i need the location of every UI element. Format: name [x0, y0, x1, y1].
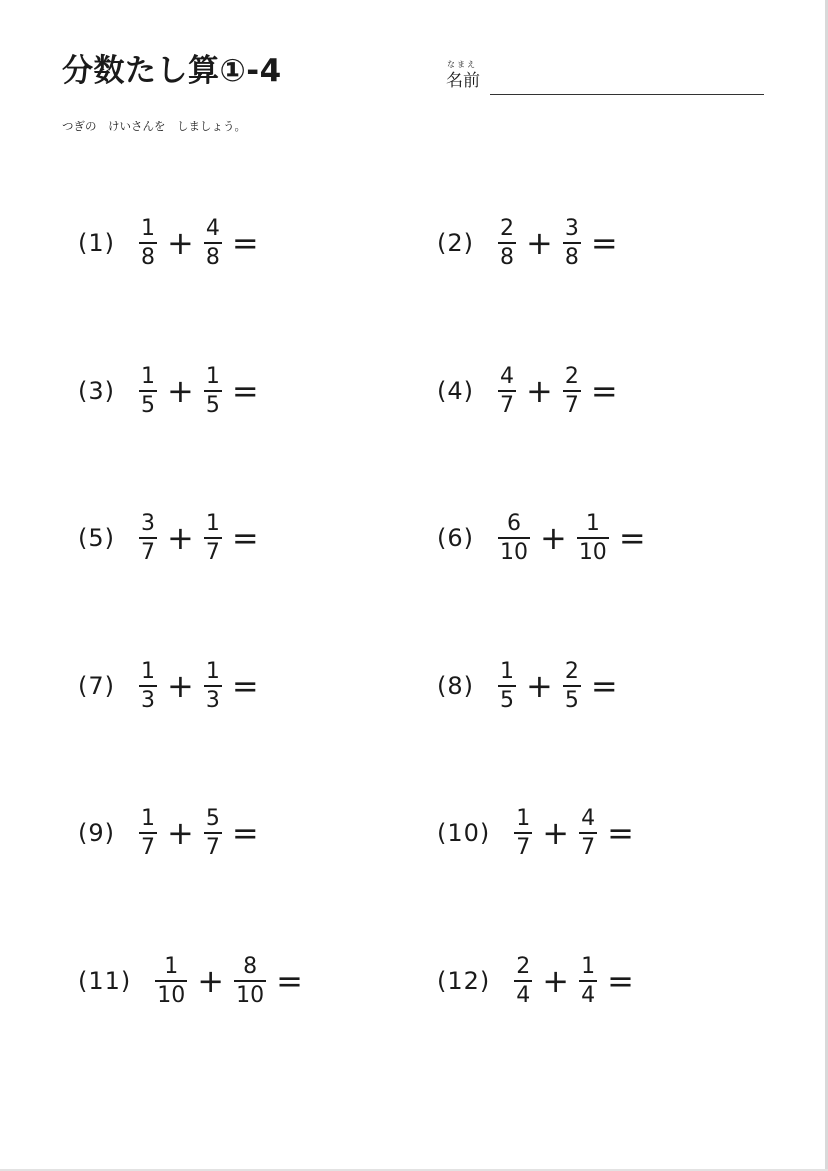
fraction-bar: [579, 832, 597, 834]
numerator: 3: [564, 216, 579, 241]
denominator: 7: [564, 393, 579, 418]
numerator: 1: [141, 806, 155, 831]
denominator: 5: [205, 393, 220, 418]
fraction-bar: [204, 685, 222, 687]
problem-number: (1): [78, 229, 115, 257]
problem-number: (6): [437, 524, 474, 552]
equals-sign: =: [607, 962, 634, 1000]
denominator: 10: [236, 983, 265, 1008]
denominator: 7: [141, 835, 155, 860]
fraction-a: [498, 365, 516, 417]
fraction-b: [563, 660, 581, 712]
fraction-bar: [563, 242, 581, 244]
fraction-a: [139, 807, 157, 859]
fraction-bar: [498, 685, 516, 687]
denominator: 10: [578, 540, 607, 565]
denominator: 7: [516, 835, 531, 860]
fraction-a: [498, 660, 516, 712]
denominator: 4: [516, 983, 531, 1008]
fraction-bar: [498, 390, 516, 392]
denominator: 7: [205, 540, 220, 565]
instruction-text: つぎの けいさんを しましょう。: [62, 119, 246, 133]
fraction-bar: [563, 390, 581, 392]
equals-sign: =: [590, 667, 618, 705]
numerator: 2: [564, 364, 579, 389]
name-underline: [490, 94, 764, 95]
fraction-b: [204, 660, 222, 712]
problem-number: (10): [437, 819, 491, 847]
problem-number: (9): [78, 819, 115, 847]
problem-3: [78, 361, 259, 421]
plus-sign: +: [540, 519, 567, 557]
fraction-b: [234, 955, 266, 1007]
fraction-bar: [139, 537, 157, 539]
numerator: 1: [141, 216, 155, 241]
numerator: 1: [141, 364, 155, 389]
equals-sign: =: [618, 519, 646, 557]
denominator: 3: [141, 688, 155, 713]
problem-number: (5): [78, 524, 115, 552]
problem-11: [78, 951, 303, 1011]
fraction-bar: [498, 242, 516, 244]
problem-7: [78, 656, 259, 716]
name-label: 名前: [446, 71, 480, 91]
fraction-b: [579, 807, 597, 859]
problem-10: [437, 803, 634, 863]
plus-sign: +: [167, 224, 194, 262]
fraction-bar: [563, 685, 581, 687]
problem-4: [437, 361, 618, 421]
problem-number: (3): [78, 377, 115, 405]
problem-9: [78, 803, 259, 863]
problem-number: (7): [78, 672, 115, 700]
fraction-bar: [139, 685, 157, 687]
fraction-bar: [204, 537, 222, 539]
fraction-bar: [498, 537, 530, 539]
denominator: 5: [564, 688, 579, 713]
numerator: 1: [500, 659, 514, 684]
plus-sign: +: [526, 224, 553, 262]
fraction-a: [514, 955, 532, 1007]
numerator: 2: [564, 659, 579, 684]
fraction-a: [498, 217, 516, 269]
fraction-a: [139, 660, 157, 712]
numerator: 4: [205, 216, 220, 241]
plus-sign: +: [526, 667, 553, 705]
fraction-b: [204, 365, 222, 417]
numerator: 2: [500, 216, 514, 241]
denominator: 5: [141, 393, 155, 418]
fraction-a: [155, 955, 187, 1007]
denominator: 7: [205, 835, 220, 860]
fraction-a: [514, 807, 532, 859]
denominator: 7: [581, 835, 596, 860]
denominator: 10: [157, 983, 186, 1008]
numerator: 8: [243, 954, 258, 979]
fraction-b: [577, 512, 609, 564]
denominator: 7: [500, 393, 514, 418]
plus-sign: +: [167, 519, 194, 557]
denominator: 8: [564, 245, 579, 270]
equals-sign: =: [607, 814, 634, 852]
fraction-b: [563, 217, 581, 269]
fraction-a: [139, 512, 157, 564]
numerator: 1: [205, 511, 220, 536]
equals-sign: =: [276, 962, 303, 1000]
equals-sign: =: [231, 224, 259, 262]
denominator: 10: [500, 540, 528, 565]
plus-sign: +: [167, 814, 194, 852]
fraction-bar: [155, 980, 187, 982]
fraction-bar: [139, 390, 157, 392]
fraction-a: [498, 512, 530, 564]
fraction-bar: [579, 980, 597, 982]
name-field: [446, 60, 766, 100]
fraction-bar: [139, 832, 157, 834]
fraction-bar: [514, 980, 532, 982]
problem-number: (11): [78, 967, 132, 995]
numerator: 6: [507, 511, 521, 536]
fraction-bar: [234, 980, 266, 982]
problem-1: [78, 213, 259, 273]
denominator: 7: [141, 540, 155, 565]
equals-sign: =: [231, 667, 259, 705]
denominator: 4: [581, 983, 596, 1008]
name-ruby: なまえ: [447, 60, 477, 69]
problem-number: (8): [437, 672, 474, 700]
problem-5: [78, 508, 259, 568]
problem-number: (4): [437, 377, 474, 405]
numerator: 4: [500, 364, 514, 389]
numerator: 1: [205, 364, 220, 389]
numerator: 1: [141, 659, 155, 684]
plus-sign: +: [167, 667, 194, 705]
fraction-b: [579, 955, 597, 1007]
fraction-bar: [139, 242, 157, 244]
fraction-b: [204, 807, 222, 859]
worksheet-title: 分数たし算①-4: [62, 53, 282, 89]
equals-sign: =: [590, 372, 618, 410]
fraction-bar: [514, 832, 532, 834]
numerator: 1: [516, 806, 531, 831]
problem-6: [437, 508, 646, 568]
denominator: 8: [141, 245, 155, 270]
numerator: 1: [205, 659, 220, 684]
denominator: 8: [205, 245, 220, 270]
plus-sign: +: [542, 962, 570, 1000]
numerator: 1: [581, 954, 596, 979]
fraction-bar: [577, 537, 609, 539]
fraction-bar: [204, 242, 222, 244]
numerator: 1: [164, 954, 179, 979]
fraction-b: [563, 365, 581, 417]
problem-2: [437, 213, 618, 273]
problem-number: (2): [437, 229, 474, 257]
fraction-bar: [204, 832, 222, 834]
plus-sign: +: [167, 372, 194, 410]
equals-sign: =: [231, 519, 259, 557]
plus-sign: +: [542, 814, 570, 852]
numerator: 4: [581, 806, 596, 831]
plus-sign: +: [526, 372, 553, 410]
problem-12: [437, 951, 634, 1011]
problem-8: [437, 656, 618, 716]
denominator: 3: [205, 688, 220, 713]
equals-sign: =: [231, 372, 259, 410]
numerator: 5: [205, 806, 220, 831]
plus-sign: +: [197, 962, 225, 1000]
numerator: 1: [585, 511, 600, 536]
fraction-a: [139, 217, 157, 269]
denominator: 5: [500, 688, 514, 713]
problem-number: (12): [437, 967, 491, 995]
equals-sign: =: [231, 814, 259, 852]
equals-sign: =: [590, 224, 618, 262]
fraction-b: [204, 217, 222, 269]
numerator: 3: [141, 511, 155, 536]
numerator: 2: [516, 954, 531, 979]
fraction-b: [204, 512, 222, 564]
fraction-bar: [204, 390, 222, 392]
fraction-a: [139, 365, 157, 417]
denominator: 8: [500, 245, 514, 270]
